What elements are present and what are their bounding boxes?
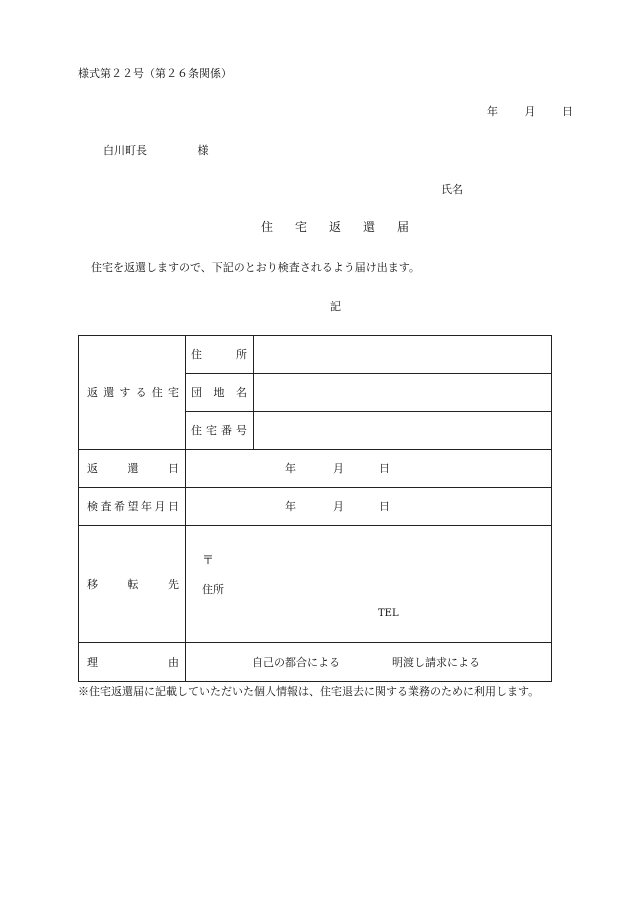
label-char: 所 [236,348,247,361]
title-char: 宅 [294,220,307,234]
inspection-date-day: 日 [379,500,390,513]
house-number-field[interactable] [254,412,551,449]
date-line [487,106,573,117]
inspection-date-label [87,488,179,525]
destination-address-label: 住所 [202,583,224,596]
label-char: 番 [221,424,232,437]
date-month-label: 月 [524,105,536,118]
label-char: す [119,386,131,399]
label-char: 返 [87,386,98,399]
label-char: 宅 [206,424,217,437]
applicant-name-label: 氏名 [441,183,463,196]
addressee [103,145,209,156]
label-char: 日 [168,462,179,475]
label-char: 還 [127,462,139,475]
reason-option-eviction[interactable]: 明渡し請求による [392,655,480,669]
addressee-honorific: 様 [197,144,209,157]
return-date-day: 日 [379,462,390,475]
form-number: 様式第２２号（第２６条関係） [78,67,232,80]
addressee-name: 白川町長 [103,144,147,157]
label-char: 移 [87,577,98,591]
label-char: 宅 [167,386,179,399]
housing-label [87,336,179,449]
label-char: 転 [127,577,139,591]
intro-text: 住宅を返還しますので、下記のとおり検査されるよう届け出ます。 [91,261,420,274]
label-char: 住 [191,348,202,361]
label-char: 由 [168,655,179,669]
title-char: 返 [328,220,341,234]
reason-option-own[interactable]: 自己の都合による [252,655,340,669]
label-char: 地 [213,386,225,399]
label-char: 先 [168,577,179,591]
label-char: 団 [191,386,202,399]
label-char: 住 [151,386,163,399]
label-char: 望 [127,500,139,513]
title-char: 還 [362,220,375,234]
house-number-label [191,412,247,449]
label-char: 日 [168,500,179,513]
return-date-month: 月 [333,462,344,475]
page-title [261,221,409,233]
complex-name-label [191,374,247,411]
inspection-date-year: 年 [285,500,296,513]
title-char: 届 [396,220,409,234]
address-field[interactable] [254,336,551,373]
return-form-table [78,335,552,682]
label-char: 希 [114,500,125,513]
date-day-label: 日 [562,105,573,118]
label-char: 月 [154,500,166,513]
label-char: 返 [87,462,98,475]
reason-label [87,643,179,681]
label-char: 検 [87,500,98,513]
destination-field[interactable] [186,526,552,642]
return-date-field[interactable] [186,450,552,487]
label-char: る [135,386,147,399]
label-char: 査 [100,500,112,513]
inspection-date-month: 月 [333,500,344,513]
inspection-date-field[interactable] [186,488,552,525]
postal-mark: 〒 [202,553,215,567]
return-date-year: 年 [285,462,296,475]
label-char: 名 [236,386,247,399]
label-char: 年 [141,500,152,513]
title-char: 住 [261,220,274,234]
destination-label [87,526,179,642]
label-char: 号 [236,424,247,437]
date-year-label: 年 [487,105,498,118]
address-label [191,336,247,373]
ki-label: 記 [330,300,341,313]
tel-label: TEL [378,608,399,619]
privacy-footnote: ※住宅返還届に記載していただいた個人情報は、住宅退去に関する業務のために利用します。 [78,685,540,698]
label-char: 住 [191,424,202,437]
return-date-label [87,450,179,487]
label-char: 還 [103,386,115,399]
label-char: 理 [87,655,98,669]
complex-name-field[interactable] [254,374,551,411]
reason-field [186,643,552,681]
